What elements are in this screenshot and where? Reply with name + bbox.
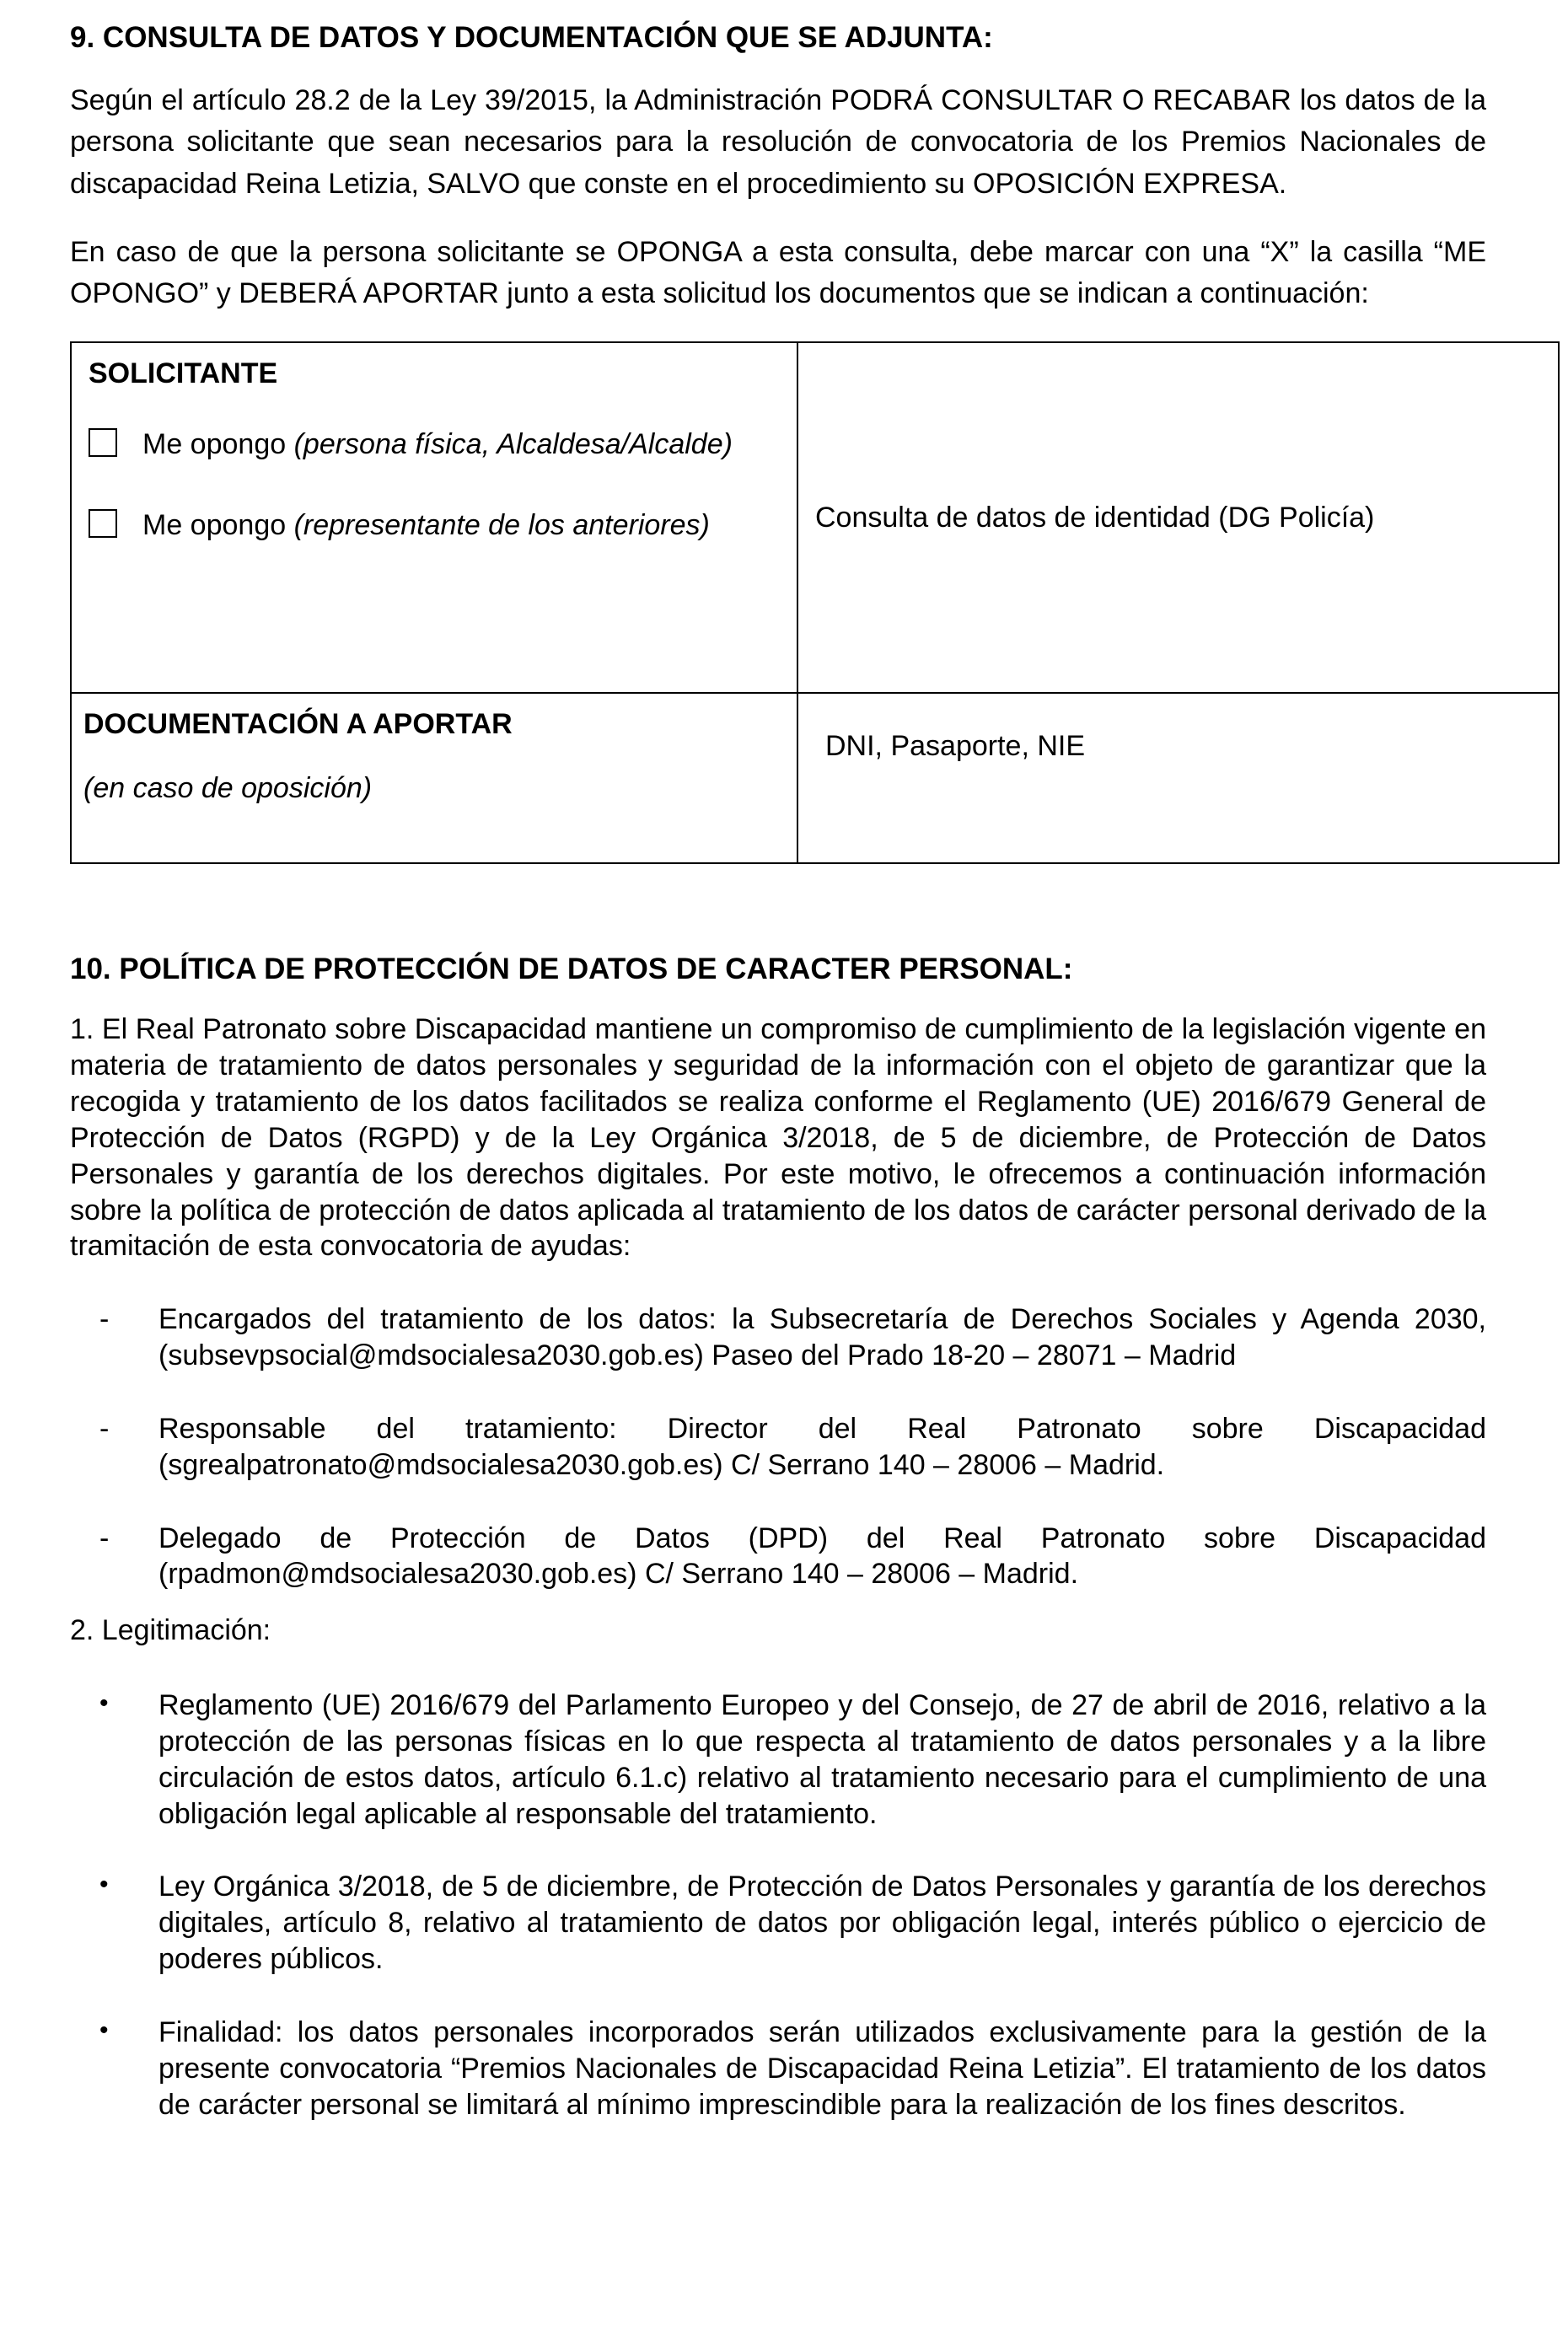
bullet-list <box>70 1688 1486 2123</box>
documentacion-subtitle: (en caso de oposición) <box>83 771 373 804</box>
bullet-marker: • <box>99 1689 109 1718</box>
consulta-text: Consulta de datos de identidad (DG Policía) <box>815 501 1375 534</box>
list-item <box>70 1411 1486 1484</box>
section-9-paragraph-2: En caso de que la persona solicitante se OPONGA a esta consulta, debe marcar con una “X” la casilla “ME OPONGO” y DEBERÁ APORTAR junto a esta solicitud los documentos que se indican a continuación: <box>70 235 1486 310</box>
list-item-text: Finalidad: los datos personales incorporados serán utilizados exclusivamente para la gestión de la presente convocatoria “Premios Nacionales de Discapacidad Reina Letizia”. El tratamiento de los datos de carácter personal se limitará al mínimo imprescindible para la realización de los fines descritos. <box>158 2015 1486 2121</box>
document-content <box>70 17 1486 2160</box>
list-item-text: Responsable del tratamiento: Director del Real Patronato sobre Discapacidad (sgrealpatronato@mdsocialesa2030.gob.es) C/ Serrano 140 – 28006 – Madrid. <box>158 1412 1486 1481</box>
option-1-text: Me opongo <box>142 427 294 460</box>
solicitante-cell <box>71 342 797 693</box>
dash-marker: - <box>99 1303 110 1336</box>
option-2-italic: (representante de los anteriores) <box>293 508 710 541</box>
option-persona-fisica <box>89 421 780 470</box>
documentacion-value-cell <box>797 693 1559 863</box>
section-10 <box>70 948 1486 2123</box>
option-1-italic: (persona física, Alcaldesa/Alcalde) <box>293 427 733 460</box>
list-item-text: Delegado de Protección de Datos (DPD) del Real Patronato sobre Discapacidad (rpadmon@mdsocialesa2030.gob.es) C/ Serrano 140 – 28006 – Madrid. <box>158 1522 1486 1591</box>
dash-marker: - <box>99 1522 110 1554</box>
list-item <box>70 1521 1486 1593</box>
list-item <box>70 1301 1486 1374</box>
dash-list <box>70 1301 1486 1592</box>
option-representante <box>89 502 780 550</box>
list-item-text: Encargados del tratamiento de los datos: la Subsecretaría de Derechos Sociales y Agenda 2030, (subsevpsocial@mdsocialesa2030.gob.es) Paseo del Prado 18-20 – 28071 – Madrid <box>158 1303 1486 1372</box>
bullet-marker: • <box>99 1870 109 1899</box>
bullet-marker: • <box>99 2015 109 2044</box>
dash-marker: - <box>99 1412 110 1445</box>
consulta-cell <box>797 342 1559 693</box>
documentacion-value: DNI, Pasaporte, NIE <box>825 730 1086 763</box>
consulta-table <box>70 341 1560 864</box>
section-9-paragraph-1: Según el artículo 28.2 de la Ley 39/2015, la Administración PODRÁ CONSULTAR O RECABAR los datos de la persona solicitante que sean necesarios para la resolución de convocatoria de los Premios Nacionales de discapacidad Reina Letizia, SALVO que conste en el procedimiento su OPOSICIÓN EXPRESA. <box>70 84 1486 200</box>
section-10-heading: 10. POLÍTICA DE PROTECCIÓN DE DATOS DE CARACTER PERSONAL: <box>70 953 1073 986</box>
list-item <box>70 1688 1486 1832</box>
documentacion-label: DOCUMENTACIÓN A APORTAR <box>83 708 513 741</box>
section-10-paragraph-1: 1. El Real Patronato sobre Discapacidad mantiene un compromiso de cumplimiento de la legislación vigente en materia de tratamiento de datos personales y seguridad de la información con el objeto de garantizar que la recogida y tratamiento de los datos facilitados se realiza conforme el Reglamento (UE) 2016/679 General de Protección de Datos (RGPD) y de la Ley Orgánica 3/2018, de 5 de diciembre, de Protección de Datos Personales y garantía de los derechos digitales. Por este motivo, le ofrecemos a continuación información sobre la política de protección de datos aplicada al tratamiento de los datos de carácter personal derivado de la tramitación de esta convocatoria de ayudas: <box>70 1013 1486 1263</box>
me-opongo-checkbox-representante[interactable] <box>89 509 117 538</box>
option-2-text: Me opongo <box>142 508 294 541</box>
solicitante-label: SOLICITANTE <box>89 357 278 390</box>
documentacion-cell <box>71 693 797 863</box>
section-9-heading: 9. CONSULTA DE DATOS Y DOCUMENTACIÓN QUE SE ADJUNTA: <box>70 21 993 54</box>
list-item-text: Ley Orgánica 3/2018, de 5 de diciembre, de Protección de Datos Personales y garantía de los derechos digitales, artículo 8, relativo al tratamiento de datos por obligación legal, interés público o ejercicio de poderes públicos. <box>158 1870 1486 1976</box>
list-item-text: Reglamento (UE) 2016/679 del Parlamento Europeo y del Consejo, de 27 de abril de 2016, relativo a la protección de las personas físicas en lo que respecta al tratamiento de datos personales y a la libre circulación de estos datos, artículo 6.1.c) relativo al tratamiento necesario para el cumplimiento de una obligación legal aplicable al responsable del tratamiento. <box>158 1689 1486 1830</box>
section-10-paragraph-2: 2. Legitimación: <box>70 1614 271 1647</box>
list-item <box>70 1869 1486 1977</box>
me-opongo-checkbox-persona[interactable] <box>89 428 117 457</box>
table-row <box>71 693 1559 863</box>
table-row <box>71 342 1559 693</box>
list-item <box>70 2015 1486 2123</box>
